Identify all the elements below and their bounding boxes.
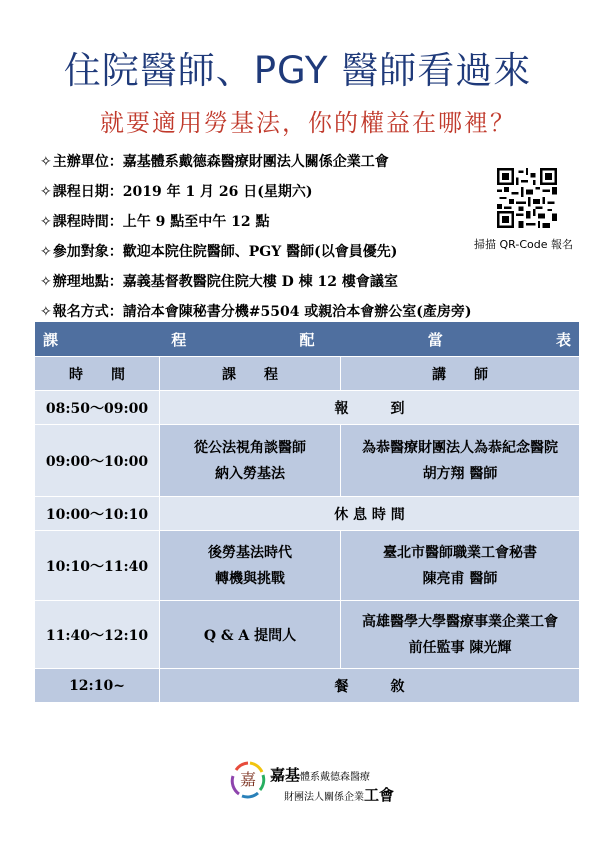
time-cell: 10:00～10:10 — [35, 497, 160, 531]
schedule-table — [34, 321, 580, 703]
svg-text:嘉: 嘉 — [239, 770, 257, 789]
diamond-bullet-icon: ✧ — [40, 304, 52, 320]
schedule-column-headers — [35, 357, 580, 391]
qr-code-icon[interactable] — [497, 168, 557, 228]
union-emblem-icon — [228, 758, 268, 804]
info-registration: ✧報名方式：請洽本會陳秘書分機#5504 或親洽本會辦公室(產房旁) — [40, 304, 472, 320]
event-info — [40, 147, 500, 327]
info-time: ✧課程時間：上午 9 點至中午 12 點 — [40, 214, 270, 230]
logo-line-1: 嘉基體系戴德森醫療 — [270, 766, 371, 784]
page-title: 住院醫師、PGY 醫師看過來 — [63, 49, 532, 92]
diamond-bullet-icon: ✧ — [40, 184, 52, 200]
table-row — [35, 669, 580, 703]
column-header-course: 課 程 — [160, 357, 341, 391]
course-cell: 後勞基法時代 轉機與挑戰 — [160, 531, 341, 601]
column-header-time: 時 間 — [35, 357, 160, 391]
info-date: ✧課程日期：2019 年 1 月 26 日(星期六) — [40, 184, 313, 200]
merged-cell: 餐 敘 — [160, 669, 580, 703]
schedule-title: 課 程 配 當 表 — [43, 330, 571, 349]
table-row — [35, 531, 580, 601]
page-subtitle: 就要適用勞基法，你的權益在哪裡？ — [100, 109, 516, 137]
table-row — [35, 497, 580, 531]
diamond-bullet-icon: ✧ — [40, 244, 52, 260]
diamond-bullet-icon: ✧ — [40, 214, 52, 230]
speaker-cell: 臺北市醫師職業工會秘書 陳亮甫 醫師 — [341, 531, 580, 601]
time-cell: 12:10~ — [35, 669, 160, 703]
table-row — [35, 425, 580, 497]
speaker-cell: 高雄醫學大學醫療事業企業工會 前任監事 陳光輝 — [341, 601, 580, 669]
time-cell: 11:40～12:10 — [35, 601, 160, 669]
course-cell: Q & A 提問人 — [160, 601, 341, 669]
time-cell: 10:10～11:40 — [35, 531, 160, 601]
speaker-cell: 為恭醫療財團法人為恭紀念醫院 胡方翔 醫師 — [341, 425, 580, 497]
column-header-speaker: 講 師 — [341, 357, 580, 391]
table-row — [35, 391, 580, 425]
table-row — [35, 601, 580, 669]
union-logo — [228, 758, 395, 810]
qr-caption: 掃描 QR-Code 報名 — [474, 238, 573, 251]
course-cell: 從公法視角談醫師 納入勞基法 — [160, 425, 341, 497]
merged-cell: 休 息 時 間 — [160, 497, 580, 531]
info-venue: ✧辦理地點：嘉義基督教醫院住院大樓 D 棟 12 樓會議室 — [40, 274, 398, 290]
logo-line-2: 財團法人關係企業工會 — [284, 786, 395, 804]
time-cell: 09:00～10:00 — [35, 425, 160, 497]
info-organizer: ✧主辦單位：嘉基體系戴德森醫療財團法人關係企業工會 — [40, 154, 389, 170]
diamond-bullet-icon: ✧ — [40, 154, 52, 170]
merged-cell: 報 到 — [160, 391, 580, 425]
time-cell: 08:50～09:00 — [35, 391, 160, 425]
info-audience: ✧參加對象：歡迎本院住院醫師、PGY 醫師(以會員優先) — [40, 244, 398, 260]
diamond-bullet-icon: ✧ — [40, 274, 52, 290]
schedule-title-row — [35, 322, 580, 357]
